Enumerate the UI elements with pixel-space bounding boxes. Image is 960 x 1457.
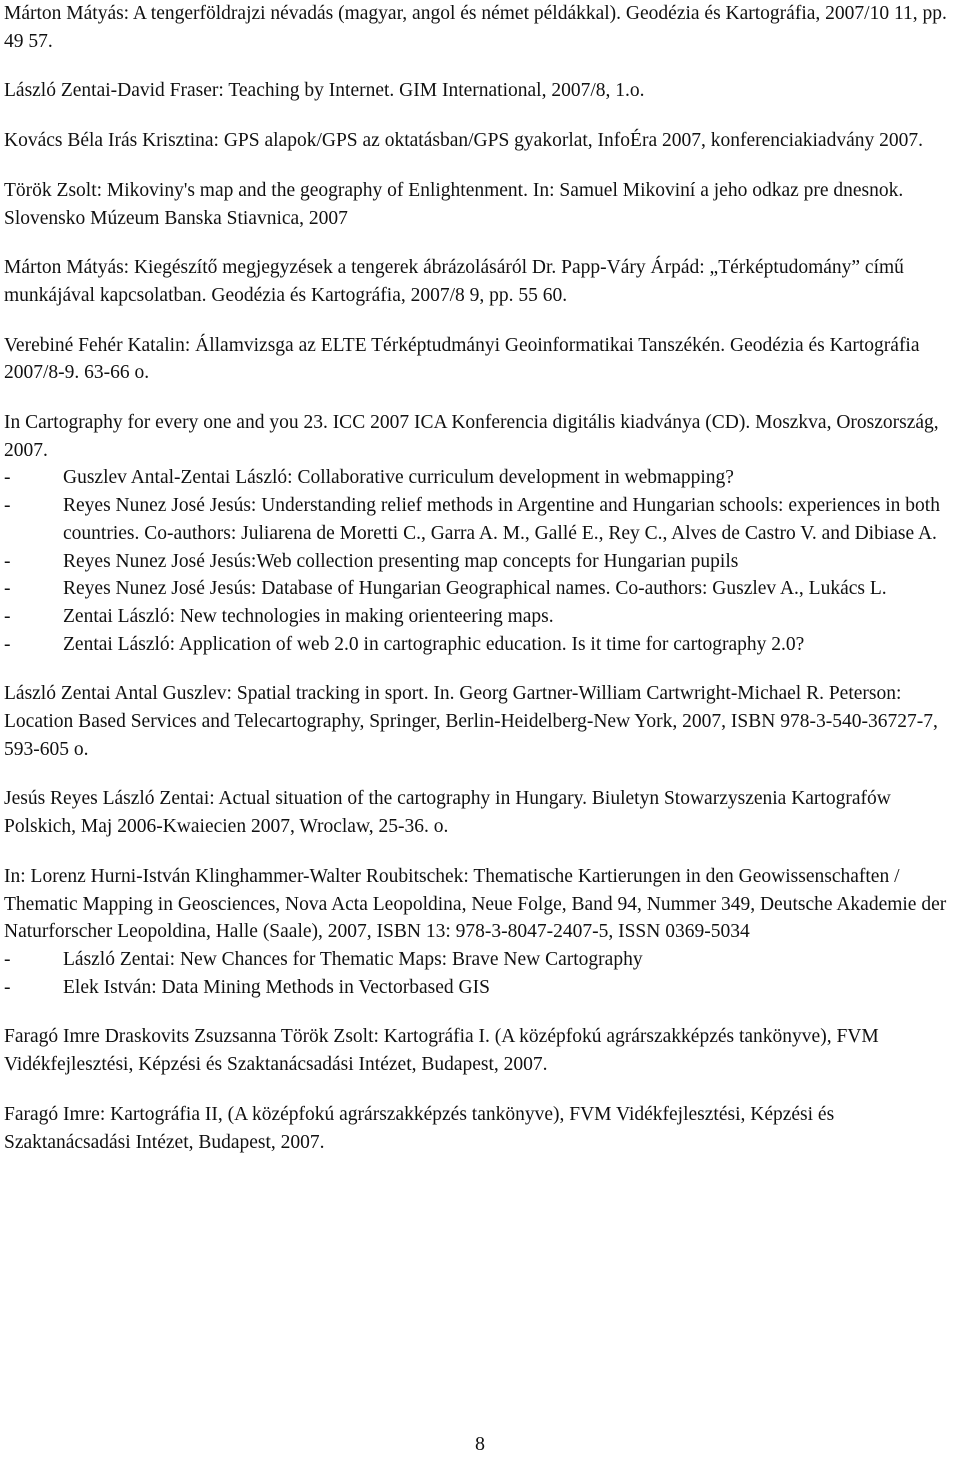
reference-kovacs-iras: Kovács Béla Irás Krisztina: GPS alapok/GPS az oktatásban/GPS gyakorlat, InfoÉra 2007, konferenciakiadvány 2007.	[4, 130, 923, 152]
reference-zentai-guszlev: László Zentai Antal Guszlev: Spatial tracking in sport. In. Georg Gartner-William Cartwright-Michael R. Peterson: Location Based Services and Telecartography, Springer, Berlin-Heidelberg-New York, 2007, ISBN 978-3-540-36727-7, 593-605 o.	[4, 683, 938, 760]
reference-farago-kartografia-2: Faragó Imre: Kartográfia II, (A középfokú agrárszakképzés tankönyve), FVM Vidékfejlesztési, Képzési és Szaktanácsadási Intézet, Budapest, 2007.	[4, 1103, 835, 1153]
thematic-mapping-intro: In: Lorenz Hurni-István Klinghammer-Walter Roubitschek: Thematische Kartierungen in den Geowissenschaften / Thematic Mapping in Geosciences, Nova Acta Leopoldina, Neue Folge, Band 94, Nummer 349, Deutsche Akademie der Naturforscher Leopoldina, Halle (Saale), 2007, ISBN 13: 978-3-8047-2407-5, ISSN 0369-5034	[4, 865, 947, 943]
reference-marton-tengerfoldrajzi: Márton Mátyás: A tengerföldrajzi névadás (magyar, angol és német példákkal). Geodézia és Kartográfia, 2007/10 11, pp. 49 57.	[4, 3, 947, 52]
list-item: - Elek István: Data Mining Methods in Vectorbased GIS	[4, 976, 490, 998]
thematic-mapping-list	[4, 946, 954, 1001]
ica-conference-intro: In Cartography for every one and you 23. ICC 2007 ICA Konferencia digitális kiadványa (CD). Moszkva, Oroszország, 2007.	[4, 412, 939, 461]
reference-zentai-fraser: László Zentai-David Fraser: Teaching by Internet. GIM International, 2007/8, 1.o.	[4, 80, 645, 102]
reference-torok-mikoviny: Török Zsolt: Mikoviny's map and the geography of Enlightenment. In: Samuel Mikoviní a jeho odkaz pre dnesnok. Slovensko Múzeum Banska Stiavnica, 2007	[4, 179, 904, 229]
reference-verebine: Verebiné Fehér Katalin: Államvizsga az ELTE Térképtudmányi Geoinformatikai Tanszékén. Geodézia és Kartográfia 2007/8-9. 63-66 o.	[4, 334, 920, 384]
reference-marton-kiegeszito: Márton Mátyás: Kiegészítő megjegyzések a tengerek ábrázolásáról Dr. Papp-Váry Árpád: „Térképtudomány” című munkájával kapcsolatban. Geodézia és Kartográfia, 2007/8 9, pp. 55 60.	[4, 257, 904, 306]
list-item: - Reyes Nunez José Jesús: Understanding relief methods in Argentine and Hungarian schools: experiences in both countries. Co-authors: Juliarena de Moretti C., Garra A. M., Gallé E., Rey C., Alves de Castro V. and Dibiase A.	[4, 495, 940, 544]
list-item: - Guszlev Antal-Zentai László: Collaborative curriculum development in webmapping?	[4, 467, 734, 489]
document-page	[4, 0, 954, 1156]
list-item: - Reyes Nunez José Jesús: Database of Hungarian Geographical names. Co-authors: Guszlev A., Lukács L.	[4, 578, 887, 600]
page-number: 8	[475, 1433, 485, 1455]
list-item: - László Zentai: New Chances for Thematic Maps: Brave New Cartography	[4, 948, 643, 970]
list-item: - Zentai László: New technologies in making orienteering maps.	[4, 605, 554, 627]
ica-conference-list	[4, 464, 954, 658]
reference-reyes-zentai: Jesús Reyes László Zentai: Actual situation of the cartography in Hungary. Biuletyn Stowarzyszenia Kartografów Polskich, Maj 2006-Kwaiecien 2007, Wroclaw, 25-36. o.	[4, 788, 891, 838]
reference-farago-kartografia-1: Faragó Imre Draskovits Zsuzsanna Török Zsolt: Kartográfia I. (A középfokú agrárszakképzés tankönyve), FVM Vidékfejlesztési, Képzési és Szaktanácsadási Intézet, Budapest, 2007.	[4, 1026, 879, 1076]
list-item: - Zentai László: Application of web 2.0 in cartographic education. Is it time for cartography 2.0?	[4, 633, 805, 655]
list-item: - Reyes Nunez José Jesús:Web collection presenting map concepts for Hungarian pupils	[4, 550, 739, 572]
